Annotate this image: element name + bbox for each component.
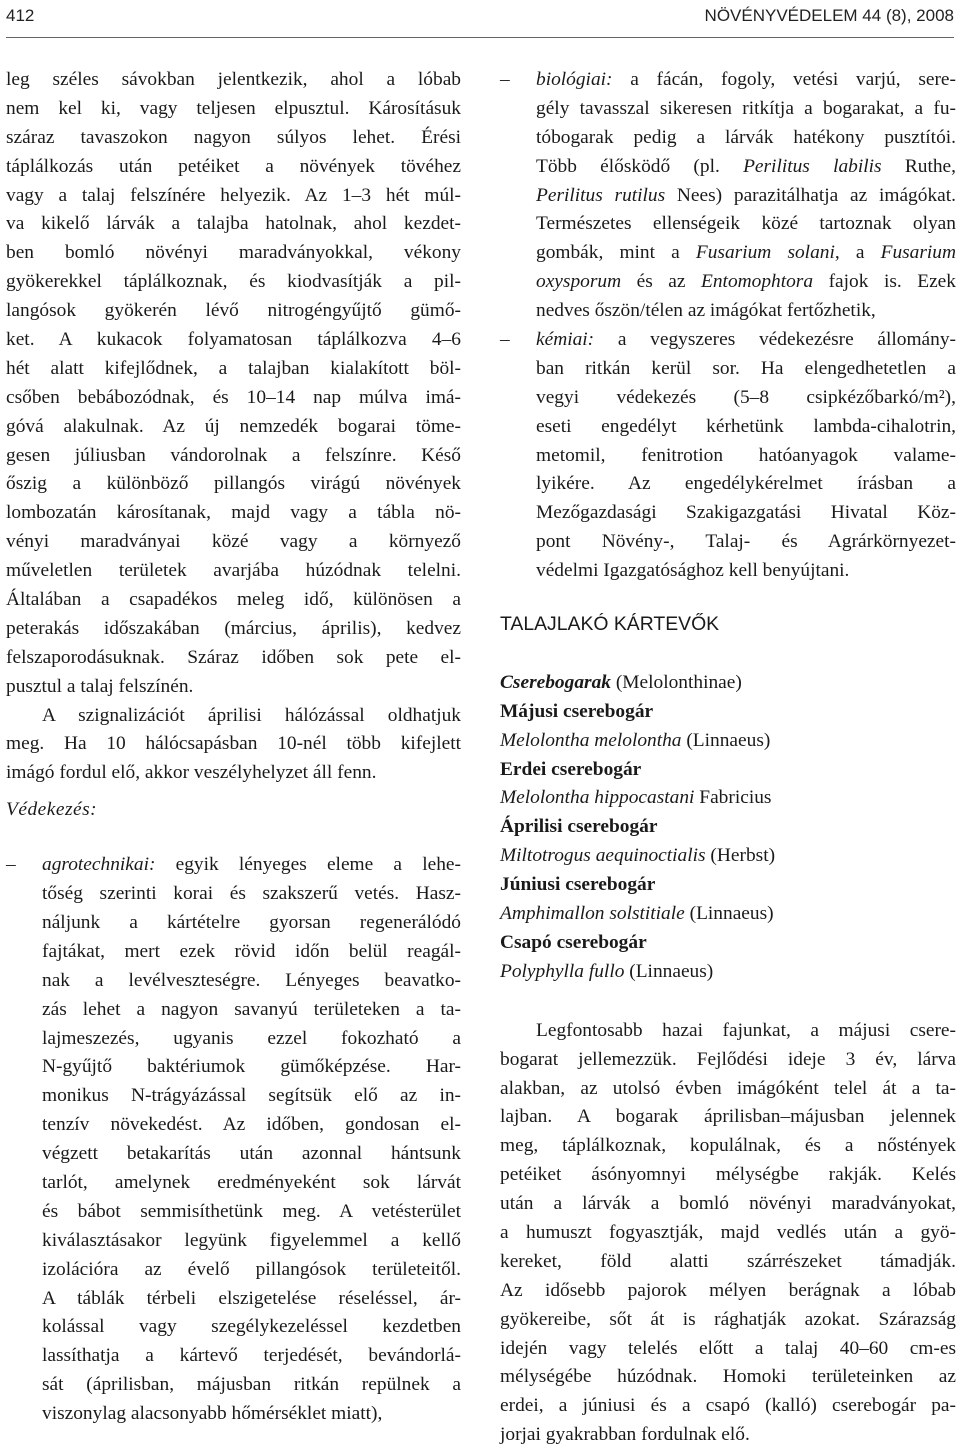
text-line: száraz tavaszokon nagyon súlyos lehet. Érési — [6, 126, 461, 148]
text-line: pusztul a talaj felszínén. — [6, 675, 194, 697]
group-name: Cserebogarak — [500, 671, 611, 693]
latin-name: Perilitus rutilus — [536, 184, 666, 206]
text-line: zás lehet a nagyon savanyú területeken a ta- — [42, 998, 461, 1020]
list-dash: – — [6, 854, 16, 876]
species-common-name: Áprilisi cserebogár — [500, 816, 658, 838]
text-line: lyikére. Az engedélykérelmet írásban a — [536, 473, 956, 495]
text-line: védelmi Igazgatósághoz kell benyújtani. — [536, 560, 850, 582]
author-citation: Fabricius — [694, 787, 772, 809]
group-latin: (Melolonthinae) — [610, 671, 742, 693]
text-line: Általában a csapadékos meleg idő, különösen a — [6, 589, 461, 611]
item-label: kémiai: — [536, 329, 595, 351]
left-column — [6, 66, 461, 1429]
latin-name: Polyphylla fullo — [500, 960, 625, 982]
list-dash: – — [500, 69, 510, 90]
text-line: vényi maradványai közé vagy a környező — [6, 531, 461, 553]
text-line: után a lárvák a bomló növényi maradványokat, — [500, 1193, 956, 1215]
text-line: góvá alakulnak. Az új nemzedék bogarai tömе- — [6, 415, 461, 437]
biological-text — [500, 95, 956, 153]
intro-paragraph — [6, 66, 461, 702]
text-line: idején vagy telelés előtt a talaj 40–60 cm-es — [500, 1337, 956, 1359]
agrotechnical-text — [6, 880, 461, 1429]
text-line: vegyi védekezés (5–8 csipkézőbarkó/m²), — [536, 386, 956, 408]
text-line: va kikelő lárvák a talajba hatolnak, ahol kezdet- — [6, 213, 461, 235]
text-line: Természetes ellenségeik közé tartoznak olyan — [536, 213, 956, 235]
latin-name: Perilitus labilis — [743, 155, 882, 177]
author-citation: (Linnaeus) — [624, 960, 714, 982]
text-line: sát (áprilisban, májusban ritkán repülnek a — [42, 1374, 461, 1396]
text-line: monikus N-trágyázással segítsük elő az in- — [42, 1085, 461, 1107]
text-line: N-gyűjtő baktériumok gümőképzése. Har- — [42, 1056, 461, 1078]
list-item-first-line — [6, 851, 461, 880]
text-line: kolással vagy szegélykezeléssel kezdetben — [42, 1316, 461, 1338]
author-citation: (Herbst) — [705, 845, 776, 867]
text-line: pont Növény-, Talaj- és Agrárkörnyezet- — [536, 531, 956, 553]
latin-name: Melolontha hippocastani — [500, 787, 695, 809]
text-line: Az idősebb pajorok mélyen berágnak a lóbab — [500, 1279, 956, 1301]
item-text: a vegyszeres védekezésre állomány- — [594, 329, 956, 351]
agrotechnical-item — [6, 851, 461, 1429]
text-line: nem kel ki, vagy teljesen elpusztul. Károsításuk — [6, 97, 461, 119]
text-line: ban ritkán kerül sor. Ha elengedhetetlen a — [536, 357, 956, 379]
species-common-name: Júniusi cserebogár — [500, 874, 656, 896]
text-line: lajban. A bogarak áprilisban–májusban jelennek — [500, 1106, 956, 1128]
text-line: műveletlen területek avarjába húzódnak telelni. — [6, 560, 461, 582]
chemical-text — [500, 355, 956, 586]
latin-name: Melolontha melolontha — [500, 729, 682, 751]
author-citation: (Linnaeus) — [684, 903, 774, 925]
text-line: ben bomló növényi maradványokkal, vékony — [6, 242, 461, 264]
text-line: ket. A kukacok folyamatosan táplálkozva 4–6 — [6, 329, 461, 351]
text-line: őszig a különböző pillangós virágú növények — [6, 473, 461, 495]
text-line: A táblák térbeli elszigetelése réseléssel, ár- — [42, 1287, 461, 1309]
text-line: nak a levélveszteségre. Lényeges beavatko- — [42, 969, 461, 991]
text-line: peterakás időszakában (március, április), kedvez — [6, 617, 461, 639]
text-line: lassíthatja a kártevő terjedését, bevándorlá- — [42, 1345, 461, 1367]
text-line — [500, 153, 956, 182]
text-line: bogarat jellemezzük. Fejlődési ideje 3 év, lárva — [500, 1048, 956, 1070]
text-line: fajtákat, mert ezek rövid időn belül reagál- — [42, 940, 461, 962]
text-line: Mezőgazdasági Szakigazgatási Hivatal Köz- — [536, 502, 956, 524]
page-number: 412 — [6, 6, 35, 25]
text-line: a humuszt fogyasztják, majd vedlés után a gyö- — [500, 1221, 956, 1243]
latin-name: Entomophtora — [701, 271, 814, 293]
text-run: Több élősködő (pl. — [536, 155, 744, 177]
text-line: csőben bebábozódnak, és 10–14 nap múlva imá- — [6, 386, 461, 408]
right-column — [500, 66, 956, 1450]
text-run: fajok is. Ezek — [813, 271, 956, 293]
species-scientific-name — [500, 900, 956, 929]
text-line: végzett betakarítás után azonnal hántsunk — [42, 1143, 461, 1165]
list-item-first-line — [500, 326, 956, 355]
text-line: leg széles sávokban jelentkezik, ahol a lóbab — [6, 69, 461, 90]
text-line: tenzív növekedést. Az időben, gondosan el- — [42, 1114, 461, 1136]
species-scientific-name — [500, 727, 956, 756]
text-line: felszaporodásuknak. Száraz időben sok pete el- — [6, 646, 461, 668]
latin-name: Fusarium solani — [695, 242, 835, 264]
text-line: tóbogarak pedig a lárvák hatékony pusztítói. — [536, 126, 956, 148]
species-common-name: Csapó cserebogár — [500, 931, 647, 953]
running-head — [6, 6, 954, 28]
text-line: A szignalizációt áprilisi hálózással oldhatjuk — [42, 704, 461, 726]
list-item-first-line — [500, 66, 956, 95]
item-label: biológiai: — [536, 69, 613, 90]
text-line: izolációra az évelő pillangósok területeitől. — [42, 1258, 461, 1280]
signalization-paragraph — [6, 702, 461, 789]
text-line: viszonylag alacsonyabb hőmérséklet miatt), — [42, 1403, 383, 1425]
text-run: , a — [834, 242, 881, 264]
text-line: imágó fordul elő, akkor veszélyhelyzet áll fenn. — [6, 762, 377, 784]
latin-name: Miltotrogus aequinoctialis — [500, 845, 706, 867]
text-line: gély tavasszal sikeresen ritkítja a bogarakat, a fu- — [536, 97, 956, 119]
text-line — [500, 268, 956, 297]
text-line: hét alatt kifejlődnek, a talajban kialakított böl- — [6, 357, 461, 379]
list-dash: – — [500, 329, 510, 351]
biological-item — [500, 66, 956, 326]
header-rule — [6, 37, 954, 38]
text-line: náljunk a kártételre gyorsan regenerálódó — [42, 911, 461, 933]
text-line: langósok gyökerén lévő nitrogéngyűjtő gümő- — [6, 300, 461, 322]
latin-name: Fusarium — [880, 242, 957, 264]
text-line: mélységébe húzódnak. Homoki területeinken az — [500, 1366, 956, 1388]
text-line: vagy a talaj felszínére helyezik. Az 1–3 hét múl- — [6, 184, 461, 206]
species-list — [500, 698, 956, 987]
control-heading: Védekezés: — [6, 799, 98, 821]
text-line: alakban, az utolsó évben imágóként telel át a ta- — [500, 1077, 956, 1099]
text-line: jorjai gyakrabban fordulnak elő. — [500, 1424, 750, 1446]
text-line: metomil, fenitrotion hatóanyagok valame- — [536, 444, 956, 466]
text-line — [500, 239, 956, 268]
text-line: meg. Ha 10 hálócsapásban 10-nél több kifejlett — [6, 733, 461, 755]
text-line: meg, táplálkoznak, kopulálnak, és a nőstények — [500, 1135, 956, 1157]
journal-reference: NÖVÉNYVÉDELEM 44 (8), 2008 — [704, 6, 954, 25]
chemical-item — [500, 326, 956, 586]
text-line: gyökerekkel táplálkoznak, és kiodvasítják a pil- — [6, 271, 461, 293]
taxon-group — [500, 669, 956, 698]
item-label: agrotechnikai: — [42, 854, 156, 876]
species-scientific-name — [500, 784, 956, 813]
maybug-paragraph — [500, 1017, 956, 1450]
text-line: nedves őszön/télen az imágókat fertőzhetik, — [536, 300, 876, 322]
text-line: tarlót, amelynek eredményeként sok lárvát — [42, 1171, 461, 1193]
latin-name: Amphimallon solstitiale — [500, 903, 685, 925]
text-run: és az — [621, 271, 702, 293]
author-citation: (Linnaeus) — [681, 729, 771, 751]
text-line — [500, 182, 956, 211]
text-line: Legfontosabb hazai fajunkat, a májusi csere- — [536, 1019, 956, 1041]
item-text: a fácán, fogoly, vetési varjú, sere- — [612, 69, 956, 90]
text-line: kiválasztásakor legyünk figyelemmel a kellő — [42, 1229, 461, 1251]
text-line: eseti engedélyt kérhetünk lambda-cihalotrin, — [536, 415, 956, 437]
text-line: lombozatán károsítanak, majd vagy a tábla nö- — [6, 502, 461, 524]
text-line: gyökereibe, sőt át is rághatják azokat. Szárazság — [500, 1308, 956, 1330]
latin-name: oxysporum — [536, 271, 622, 293]
text-line: gesen júliusban vándorolnak a felszínre. Késő — [6, 444, 461, 466]
text-run: gombák, mint a — [536, 242, 696, 264]
text-line: erdei, a júniusi és a csapó (kalló) cserebogár pa- — [500, 1395, 956, 1417]
species-common-name: Erdei cserebogár — [500, 758, 642, 780]
species-scientific-name — [500, 958, 956, 987]
text-line: lajmeszezés, ugyanis ezzel fokozható a — [42, 1027, 461, 1049]
text-run: Nees) parazitálhatja az imágókat. — [665, 184, 956, 206]
text-line: és bábot semmisíthetünk meg. A vetésterület — [42, 1200, 461, 1222]
text-line: petéiket ásónyomnyi mélységbe rakják. Kelés — [500, 1164, 956, 1186]
text-line: kereket, föld alatti szárrészeket támadják. — [500, 1250, 956, 1272]
species-common-name: Májusi cserebogár — [500, 700, 654, 722]
species-scientific-name — [500, 842, 956, 871]
soil-pests-heading: TALAJLAKÓ KÁRTEVŐK — [500, 613, 720, 636]
text-run: Ruthe, — [881, 155, 956, 177]
text-line: táplálkozás után petéiket a növények tövéhez — [6, 155, 461, 177]
text-line: tőség szerinti korai és szakszerű vetés. Hasz- — [42, 883, 461, 905]
item-text: egyik lényeges eleme a lehe- — [155, 854, 461, 876]
